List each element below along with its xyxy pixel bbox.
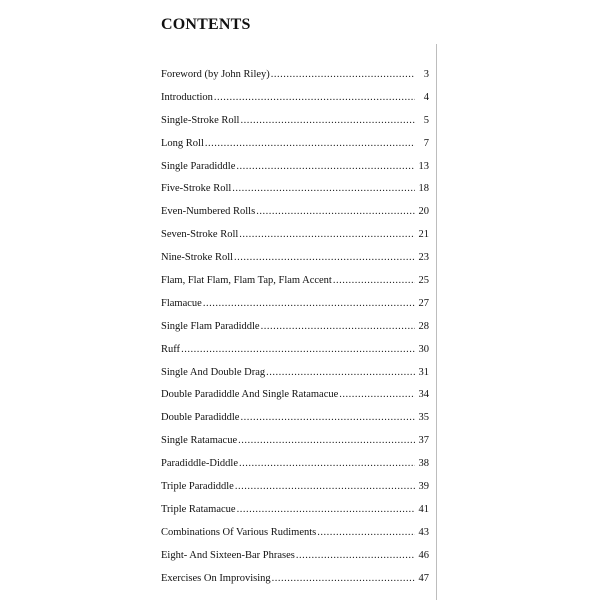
toc-entry [161, 453, 429, 476]
toc-entry [161, 224, 429, 247]
table-of-contents [161, 64, 429, 590]
toc-entry [161, 362, 429, 385]
toc-entry-title: Single Flam Paradiddle [161, 320, 260, 332]
toc-entry-page-number: 3 [423, 69, 429, 80]
toc-dot-leader [239, 453, 415, 476]
toc-entry-page-number: 30 [418, 343, 429, 355]
toc-entry-title: Introduction [161, 91, 213, 103]
toc-entry [161, 293, 429, 316]
toc-dot-leader [239, 224, 415, 247]
toc-entry-title: Even-Numbered Rolls [161, 206, 256, 218]
toc-dot-leader [181, 339, 415, 362]
toc-entry-title: Exercises On Improvising [161, 572, 271, 584]
page-title: CONTENTS [161, 16, 251, 33]
page-gutter-line [436, 44, 437, 600]
toc-entry-title: Paradiddle-Diddle [161, 458, 238, 470]
toc-entry [161, 407, 429, 430]
toc-entry-page-number: 27 [418, 297, 429, 309]
toc-entry-title: Nine-Stroke Roll [161, 252, 234, 264]
toc-dot-leader [203, 293, 415, 316]
toc-entry-page-number: 31 [418, 366, 429, 378]
toc-entry [161, 64, 429, 87]
toc-entry-page-number: 21 [418, 229, 429, 241]
toc-dot-leader [339, 384, 415, 407]
toc-entry [161, 270, 429, 293]
toc-entry [161, 110, 429, 133]
toc-entry [161, 522, 429, 545]
toc-entry [161, 247, 429, 270]
toc-entry-page-number: 4 [423, 91, 429, 103]
toc-entry-title: Foreword (by John Riley) [161, 69, 270, 80]
toc-entry-title: Five-Stroke Roll [161, 183, 232, 195]
toc-entry-page-number: 43 [418, 526, 429, 538]
toc-entry [161, 201, 429, 224]
toc-dot-leader [237, 499, 415, 522]
toc-dot-leader [205, 133, 415, 156]
toc-entry-page-number: 34 [418, 389, 429, 401]
toc-dot-leader [232, 178, 415, 201]
toc-entry [161, 545, 429, 568]
toc-entry-title: Single Ratamacue [161, 435, 238, 447]
toc-entry-title: Combinations Of Various Rudiments [161, 526, 317, 538]
toc-entry-title: Triple Paradiddle [161, 481, 234, 493]
toc-dot-leader [235, 476, 415, 499]
toc-entry-title: Flamacue [161, 297, 202, 309]
toc-entry-title: Single-Stroke Roll [161, 114, 240, 126]
toc-dot-leader [271, 64, 415, 87]
toc-dot-leader [266, 362, 415, 385]
toc-dot-leader [296, 545, 415, 568]
toc-entry-page-number: 13 [418, 160, 429, 172]
toc-entry [161, 339, 429, 362]
toc-entry-page-number: 41 [418, 503, 429, 515]
toc-entry [161, 316, 429, 339]
toc-entry [161, 156, 429, 179]
toc-entry-title: Triple Ratamacue [161, 503, 236, 515]
toc-entry [161, 476, 429, 499]
toc-dot-leader [256, 201, 415, 224]
toc-entry-page-number: 47 [418, 572, 429, 584]
toc-entry-page-number: 38 [418, 458, 429, 470]
toc-entry-page-number: 18 [418, 183, 429, 195]
toc-dot-leader [214, 87, 415, 110]
toc-entry [161, 430, 429, 453]
toc-entry-page-number: 7 [423, 137, 429, 149]
toc-entry-page-number: 23 [418, 252, 429, 264]
toc-entry-page-number: 28 [418, 320, 429, 332]
toc-entry-page-number: 20 [418, 206, 429, 218]
toc-entry-title: Single Paradiddle [161, 160, 236, 172]
toc-entry-page-number: 35 [418, 412, 429, 424]
toc-entry [161, 384, 429, 407]
toc-dot-leader [317, 522, 415, 545]
toc-entry-title: Double Paradiddle And Single Ratamacue [161, 389, 339, 401]
toc-dot-leader [240, 110, 415, 133]
toc-entry-title: Seven-Stroke Roll [161, 229, 239, 241]
toc-dot-leader [234, 247, 415, 270]
toc-entry [161, 133, 429, 156]
toc-entry-page-number: 46 [418, 549, 429, 561]
toc-entry-title: Flam, Flat Flam, Flam Tap, Flam Accent [161, 275, 332, 287]
toc-dot-leader [272, 568, 415, 591]
toc-entry-title: Single And Double Drag [161, 366, 266, 378]
toc-dot-leader [236, 156, 415, 179]
toc-entry-title: Double Paradiddle [161, 412, 240, 424]
toc-entry-page-number: 37 [418, 435, 429, 447]
toc-entry-title: Ruff [161, 343, 181, 355]
toc-entry-page-number: 25 [418, 275, 429, 287]
toc-entry-page-number: 5 [423, 114, 429, 126]
toc-entry-title: Long Roll [161, 137, 204, 149]
toc-dot-leader [238, 430, 415, 453]
toc-entry [161, 87, 429, 110]
toc-entry-title: Eight- And Sixteen-Bar Phrases [161, 549, 295, 561]
toc-entry-page-number: 39 [418, 481, 429, 493]
toc-dot-leader [240, 407, 415, 430]
toc-entry [161, 568, 429, 591]
toc-entry [161, 178, 429, 201]
toc-entry [161, 499, 429, 522]
toc-dot-leader [261, 316, 415, 339]
toc-dot-leader [333, 270, 415, 293]
